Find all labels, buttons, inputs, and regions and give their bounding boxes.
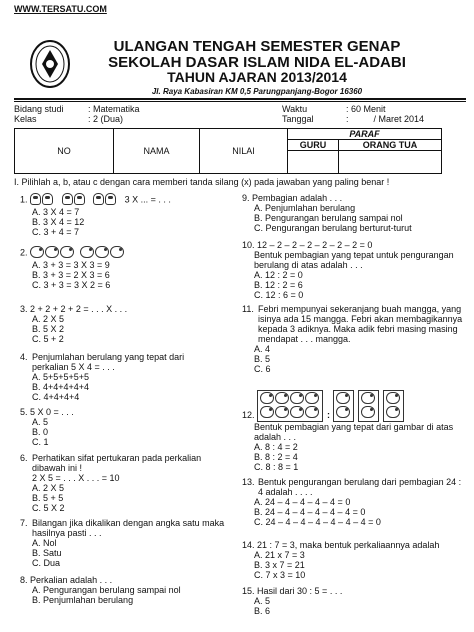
question-3 xyxy=(20,304,230,344)
option-b[interactable]: B. 3 x 7 = 21 xyxy=(254,560,305,570)
bird-icon xyxy=(336,392,350,404)
hen-icon xyxy=(80,246,94,258)
option-c[interactable]: C. 6 xyxy=(254,364,271,374)
question-text: Perhatikan sifat pertukaran pada perkalian dibawah ini ! xyxy=(32,453,202,473)
exam-title: ULANGAN TENGAH SEMESTER GENAP xyxy=(113,38,401,55)
question-number: 4. xyxy=(20,352,28,362)
bird-group-b xyxy=(358,390,379,422)
option-c[interactable]: C. 3 + 3 = 3 X 2 = 6 xyxy=(32,280,111,290)
question-10 xyxy=(242,240,462,300)
parent-sign-cell[interactable] xyxy=(339,151,442,174)
option-b[interactable]: B. 8 : 2 = 4 xyxy=(254,452,298,462)
hen-icon xyxy=(30,246,44,258)
question-equation: 2 X 5 = . . . X . . . = 10 xyxy=(32,473,120,483)
penguin-groups xyxy=(30,193,117,207)
school-address: Jl. Raya Kabasiran KM 0,5 Parungpanjang-Bogor 16360 xyxy=(151,87,363,96)
bird-group-c xyxy=(383,390,404,422)
question-1 xyxy=(20,193,230,237)
option-a[interactable]: A. 2 X 5 xyxy=(32,483,65,493)
identity-table xyxy=(14,128,442,174)
hen-icon xyxy=(95,246,109,258)
option-a[interactable]: A. 8 : 4 = 2 xyxy=(254,442,298,452)
question-number: 13. xyxy=(242,477,255,487)
question-number: 10. xyxy=(242,240,255,250)
option-c[interactable]: C. 5 + 2 xyxy=(32,334,64,344)
bird-icon xyxy=(305,406,319,418)
bird-icon xyxy=(260,406,274,418)
question-2 xyxy=(20,246,230,290)
option-c[interactable]: C. 7 x 3 = 10 xyxy=(254,570,306,580)
instruction: I. Pilihlah a, b, atau c dengan cara memberi tanda silang (x) pada jawaban yang paling benar ! xyxy=(14,177,390,187)
option-a[interactable]: A. Nol xyxy=(32,538,57,548)
question-4 xyxy=(20,352,220,402)
option-a[interactable]: A. Pengurangan berulang sampai nol xyxy=(32,585,181,595)
bird-icon xyxy=(386,392,400,404)
bird-icon xyxy=(361,392,375,404)
question-text: 3 X ... = . . . xyxy=(124,194,171,205)
question-text: Pembagian adalah . . . xyxy=(252,193,343,203)
penguin-icon xyxy=(30,193,41,205)
option-b[interactable]: B. Penjumlahan berulang xyxy=(32,595,134,605)
time-value: : 60 Menit xyxy=(346,104,386,114)
question-7 xyxy=(20,518,225,568)
teacher-header: GURU xyxy=(288,140,339,151)
option-c[interactable]: C. 12 : 6 = 0 xyxy=(254,290,304,300)
bird-icon xyxy=(290,392,304,404)
bird-icon xyxy=(260,392,274,404)
question-number: 8. xyxy=(20,575,28,585)
website-url: WWW.TERSATU.COM xyxy=(14,4,107,14)
question-6 xyxy=(20,453,225,513)
option-a[interactable]: A. 3 + 3 = 3 X 3 = 9 xyxy=(32,260,110,270)
question-text: Bentuk pengurangan berulang dari pembagian 24 : 4 adalah . . . . xyxy=(258,477,462,497)
option-c[interactable]: C. 4+4+4+4 xyxy=(32,392,80,402)
bird-group-a xyxy=(333,390,354,422)
hen-groups xyxy=(30,246,125,260)
bird-icon xyxy=(305,392,319,404)
option-b[interactable]: B. 24 – 4 – 4 – 4 – 4 – 4 = 0 xyxy=(254,507,366,517)
header-divider-thin xyxy=(14,101,466,102)
question-prompt: Bentuk pembagian yang tepat untuk pengurangan berulang di atas adalah . . . xyxy=(254,250,454,270)
question-12 xyxy=(242,390,467,472)
bird-icon xyxy=(386,406,400,418)
bird-icon xyxy=(275,392,289,404)
question-number: 15. xyxy=(242,586,255,596)
hen-icon xyxy=(45,246,59,258)
question-number: 7. xyxy=(20,518,28,528)
option-b[interactable]: B. 6 xyxy=(254,606,271,616)
bird-icon xyxy=(290,406,304,418)
question-5 xyxy=(20,407,220,447)
option-c[interactable]: C. 1 xyxy=(32,437,49,447)
bird-group-8 xyxy=(257,390,323,422)
question-11 xyxy=(242,304,464,374)
question-number: 3. xyxy=(20,304,28,314)
parent-header: ORANG TUA xyxy=(339,140,442,151)
question-text: 5 X 0 = . . . xyxy=(30,407,74,417)
question-text: Hasil dari 30 : 5 = . . . xyxy=(257,586,343,596)
question-text: Bilangan jika dikalikan dengan angka satu maka hasilnya pasti . . . xyxy=(32,518,225,538)
option-b[interactable]: B. 3 + 3 = 2 X 3 = 6 xyxy=(32,270,110,280)
question-text: 12 – 2 – 2 – 2 – 2 – 2 – 2 = 0 xyxy=(257,240,373,250)
option-b[interactable]: B. 3 X 4 = 12 xyxy=(32,217,85,227)
school-name: SEKOLAH DASAR ISLAM NIDA EL-ADABI xyxy=(108,54,406,71)
option-a[interactable]: A. 5 xyxy=(32,417,49,427)
option-a[interactable]: A. 4 xyxy=(254,344,271,354)
question-text: Penjumlahan berulang yang tepat dari perkalian 5 X 4 = . . . xyxy=(32,352,185,372)
no-header: NO xyxy=(15,129,114,174)
option-a[interactable]: A. 12 : 2 = 0 xyxy=(254,270,303,280)
option-b[interactable]: B. 4+4+4+4+4 xyxy=(32,382,90,392)
penguin-icon xyxy=(42,193,53,205)
question-13 xyxy=(242,477,467,527)
question-number: 2. xyxy=(20,247,28,258)
hen-icon xyxy=(110,246,124,258)
option-c[interactable]: C. Pengurangan berulang berturut-turut xyxy=(254,223,412,233)
option-a[interactable]: A. 5+5+5+5+5 xyxy=(32,372,90,382)
option-b[interactable]: B. 5 + 5 xyxy=(32,493,64,503)
option-a[interactable]: A. 2 X 5 xyxy=(32,314,65,324)
option-b[interactable]: B. 5 xyxy=(254,354,271,364)
hen-icon xyxy=(60,246,74,258)
penguin-icon xyxy=(62,193,73,205)
option-b[interactable]: B. Satu xyxy=(32,548,62,558)
option-a[interactable]: A. 5 xyxy=(254,596,271,606)
option-b[interactable]: B. 0 xyxy=(32,427,49,437)
question-number: 9. xyxy=(242,193,250,203)
score-header: NILAI xyxy=(200,129,288,174)
question-8 xyxy=(20,575,230,605)
option-c[interactable]: C. 8 : 8 = 1 xyxy=(254,462,299,472)
option-a[interactable]: A. Penjumlahan berulang xyxy=(254,203,356,213)
option-b[interactable]: B. 5 X 2 xyxy=(32,324,65,334)
date-value: : / Maret 2014 xyxy=(346,114,425,124)
option-a[interactable]: A. 24 – 4 – 4 – 4 – 4 = 0 xyxy=(254,497,351,507)
bird-icon xyxy=(361,406,375,418)
option-a[interactable]: A. 3 X 4 = 7 xyxy=(32,207,80,217)
question-number: 1. xyxy=(20,194,28,205)
option-a[interactable]: A. 21 x 7 = 3 xyxy=(254,550,305,560)
option-c[interactable]: C. 5 X 2 xyxy=(32,503,65,513)
penguin-icon xyxy=(105,193,116,205)
paraf-header: PARAF xyxy=(288,129,442,140)
question-number: 6. xyxy=(20,453,28,463)
divide-symbol: : xyxy=(327,410,331,420)
option-c[interactable]: C. 24 – 4 – 4 – 4 – 4 – 4 – 4 = 0 xyxy=(254,517,381,527)
question-number: 5. xyxy=(20,407,28,417)
header-divider xyxy=(14,98,466,100)
academic-year: TAHUN AJARAN 2013/2014 xyxy=(167,69,347,85)
question-14 xyxy=(242,540,470,580)
question-9 xyxy=(242,193,467,233)
name-header: NAMA xyxy=(114,129,200,174)
question-text: Febri mempunyai sekeranjang buah mangga, yang isinya ada 15 mangga. Febri akan membagikannya kepada 3 adiknya. Maka adik febri masing masing mendapat . . . mangga. xyxy=(258,304,463,344)
option-c[interactable]: C. Dua xyxy=(32,558,61,568)
question-number: 11. xyxy=(242,304,254,314)
penguin-icon xyxy=(93,193,104,205)
date-label: Tanggal xyxy=(282,114,314,124)
question-number: 12. xyxy=(242,410,255,420)
class-label: Kelas xyxy=(14,114,37,124)
question-text: 21 : 7 = 3, maka bentuk perkaliaannya adalah xyxy=(257,540,440,550)
bird-icon xyxy=(336,406,350,418)
question-text: 2 + 2 + 2 + 2 = . . . X . . . xyxy=(30,304,128,314)
question-15 xyxy=(242,586,467,616)
subject-value: : Matematika xyxy=(88,104,140,114)
time-label: Waktu xyxy=(282,104,308,114)
question-prompt: Bentuk pembagian yang tepat dari gambar di atas adalah . . . xyxy=(254,422,454,442)
question-number: 14. xyxy=(242,540,255,550)
option-b[interactable]: B. 12 : 2 = 6 xyxy=(254,280,303,290)
question-text: Perkalian adalah . . . xyxy=(30,575,113,585)
option-b[interactable]: B. Pengurangan berulang sampai nol xyxy=(254,213,403,223)
class-value: : 2 (Dua) xyxy=(88,114,124,124)
bird-icon xyxy=(275,406,289,418)
penguin-icon xyxy=(74,193,85,205)
teacher-sign-cell[interactable] xyxy=(288,151,339,174)
option-c[interactable]: C. 3 + 4 = 7 xyxy=(32,227,80,237)
subject-label: Bidang studi xyxy=(14,104,64,114)
